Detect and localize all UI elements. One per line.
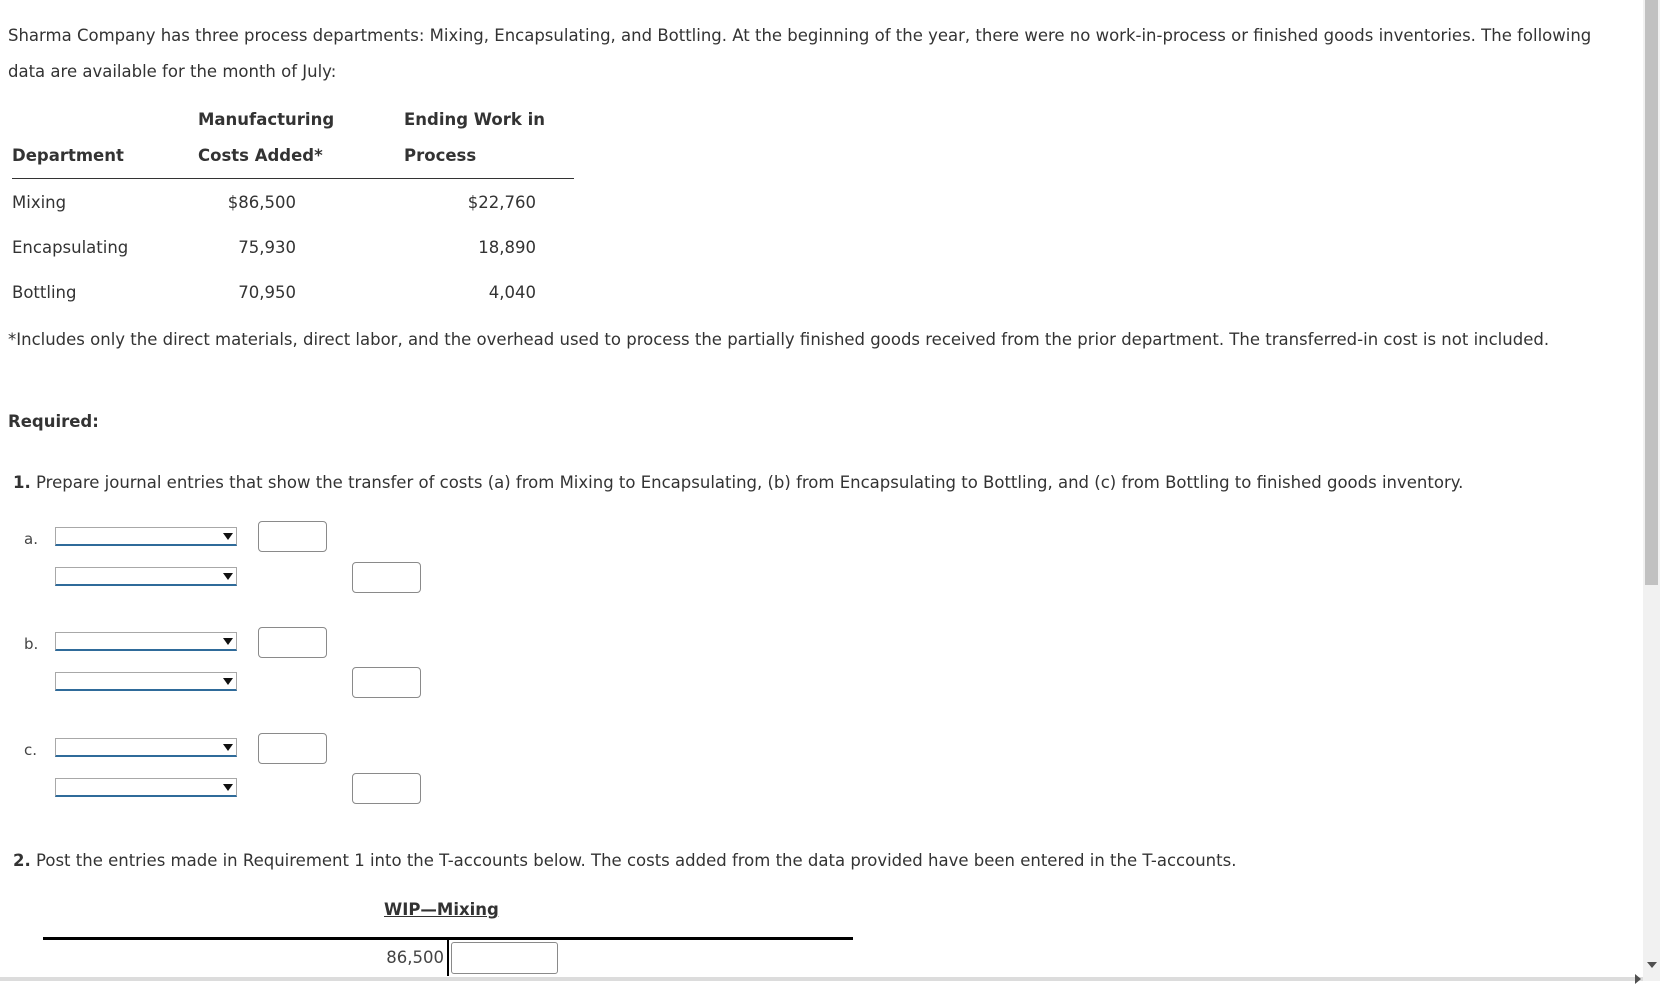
- entry-b-debit-account-select[interactable]: [55, 632, 237, 651]
- department-cell: Encapsulating: [12, 238, 129, 257]
- vertical-scrollbar[interactable]: [1643, 0, 1660, 981]
- table-row: [12, 183, 572, 223]
- entry-c-debit-account-select[interactable]: [55, 738, 237, 757]
- costs-cell: 75,930: [238, 238, 296, 257]
- header-costs-added: Manufacturing Costs Added*: [198, 110, 335, 165]
- entry-b-credit-amount-input[interactable]: [352, 667, 421, 698]
- wip-cell: $22,760: [467, 193, 536, 212]
- entry-b-label: b.: [24, 635, 39, 653]
- entry-a-credit-account-select[interactable]: [55, 567, 237, 586]
- required-heading: Required:: [8, 412, 99, 431]
- department-cell: Bottling: [12, 283, 77, 302]
- dropdown-arrow-icon: [223, 573, 233, 580]
- costs-cell: 70,950: [238, 283, 296, 302]
- entry-c-debit-amount-input[interactable]: [258, 733, 327, 764]
- question-2: [13, 851, 1236, 870]
- entry-c-credit-account-select[interactable]: [55, 778, 237, 797]
- intro-text: Sharma Company has three process departments: Mixing, Encapsulating, and Bottling. At the beginning of the year, there were no work-in-process or finished goods inventories. The following data are available for the month of July:: [8, 26, 1592, 81]
- entry-a-debit-account-select[interactable]: [55, 527, 237, 546]
- entry-a-debit-amount-input[interactable]: [258, 521, 327, 552]
- entry-a-label: a.: [24, 530, 38, 548]
- entry-a-credit-amount-input[interactable]: [352, 562, 421, 593]
- scroll-down-arrow-icon[interactable]: [1647, 962, 1657, 968]
- dropdown-arrow-icon: [223, 533, 233, 540]
- t-account-title: WIP—Mixing: [384, 900, 499, 919]
- entry-c-label: c.: [24, 741, 38, 759]
- dropdown-arrow-icon: [223, 638, 233, 645]
- t-account-center-line: [447, 940, 449, 976]
- wip-cell: 18,890: [478, 238, 536, 257]
- header-rule: [12, 178, 574, 179]
- entry-b-debit-amount-input[interactable]: [258, 627, 327, 658]
- costs-cell: $86,500: [227, 193, 296, 212]
- dropdown-arrow-icon: [223, 678, 233, 685]
- table-row: [12, 228, 572, 268]
- wip-cell: 4,040: [488, 283, 536, 302]
- footnote-text: *Includes only the direct materials, direct labor, and the overhead used to process the partially finished goods received from the prior department. The transferred-in cost is not included.: [8, 330, 1550, 349]
- t-account-credit-input[interactable]: [451, 942, 558, 974]
- t-account-debit-value: 86,500: [386, 948, 444, 967]
- question-text: Post the entries made in Requirement 1 into the T-accounts below. The costs added from the data provided have been entered in the T-accounts.: [36, 851, 1237, 870]
- question-text: Prepare journal entries that show the transfer of costs (a) from Mixing to Encapsulating, (b) from Encapsulating to Bottling, and (c) from Bottling to finished goods inventory.: [36, 473, 1464, 492]
- question-1: [13, 473, 1463, 492]
- scroll-right-arrow-icon[interactable]: [1635, 974, 1641, 984]
- header-ending-wip: Ending Work in Process: [404, 110, 545, 165]
- horizontal-scrollbar[interactable]: [0, 977, 1643, 981]
- question-number: 2.: [13, 851, 31, 870]
- dropdown-arrow-icon: [223, 744, 233, 751]
- question-number: 1.: [13, 473, 31, 492]
- entry-c-credit-amount-input[interactable]: [352, 773, 421, 804]
- department-cell: Mixing: [12, 193, 67, 212]
- header-department: Department: [12, 146, 124, 165]
- entry-b-credit-account-select[interactable]: [55, 672, 237, 691]
- scrollbar-thumb[interactable]: [1645, 0, 1658, 585]
- dropdown-arrow-icon: [223, 784, 233, 791]
- table-row: [12, 273, 572, 313]
